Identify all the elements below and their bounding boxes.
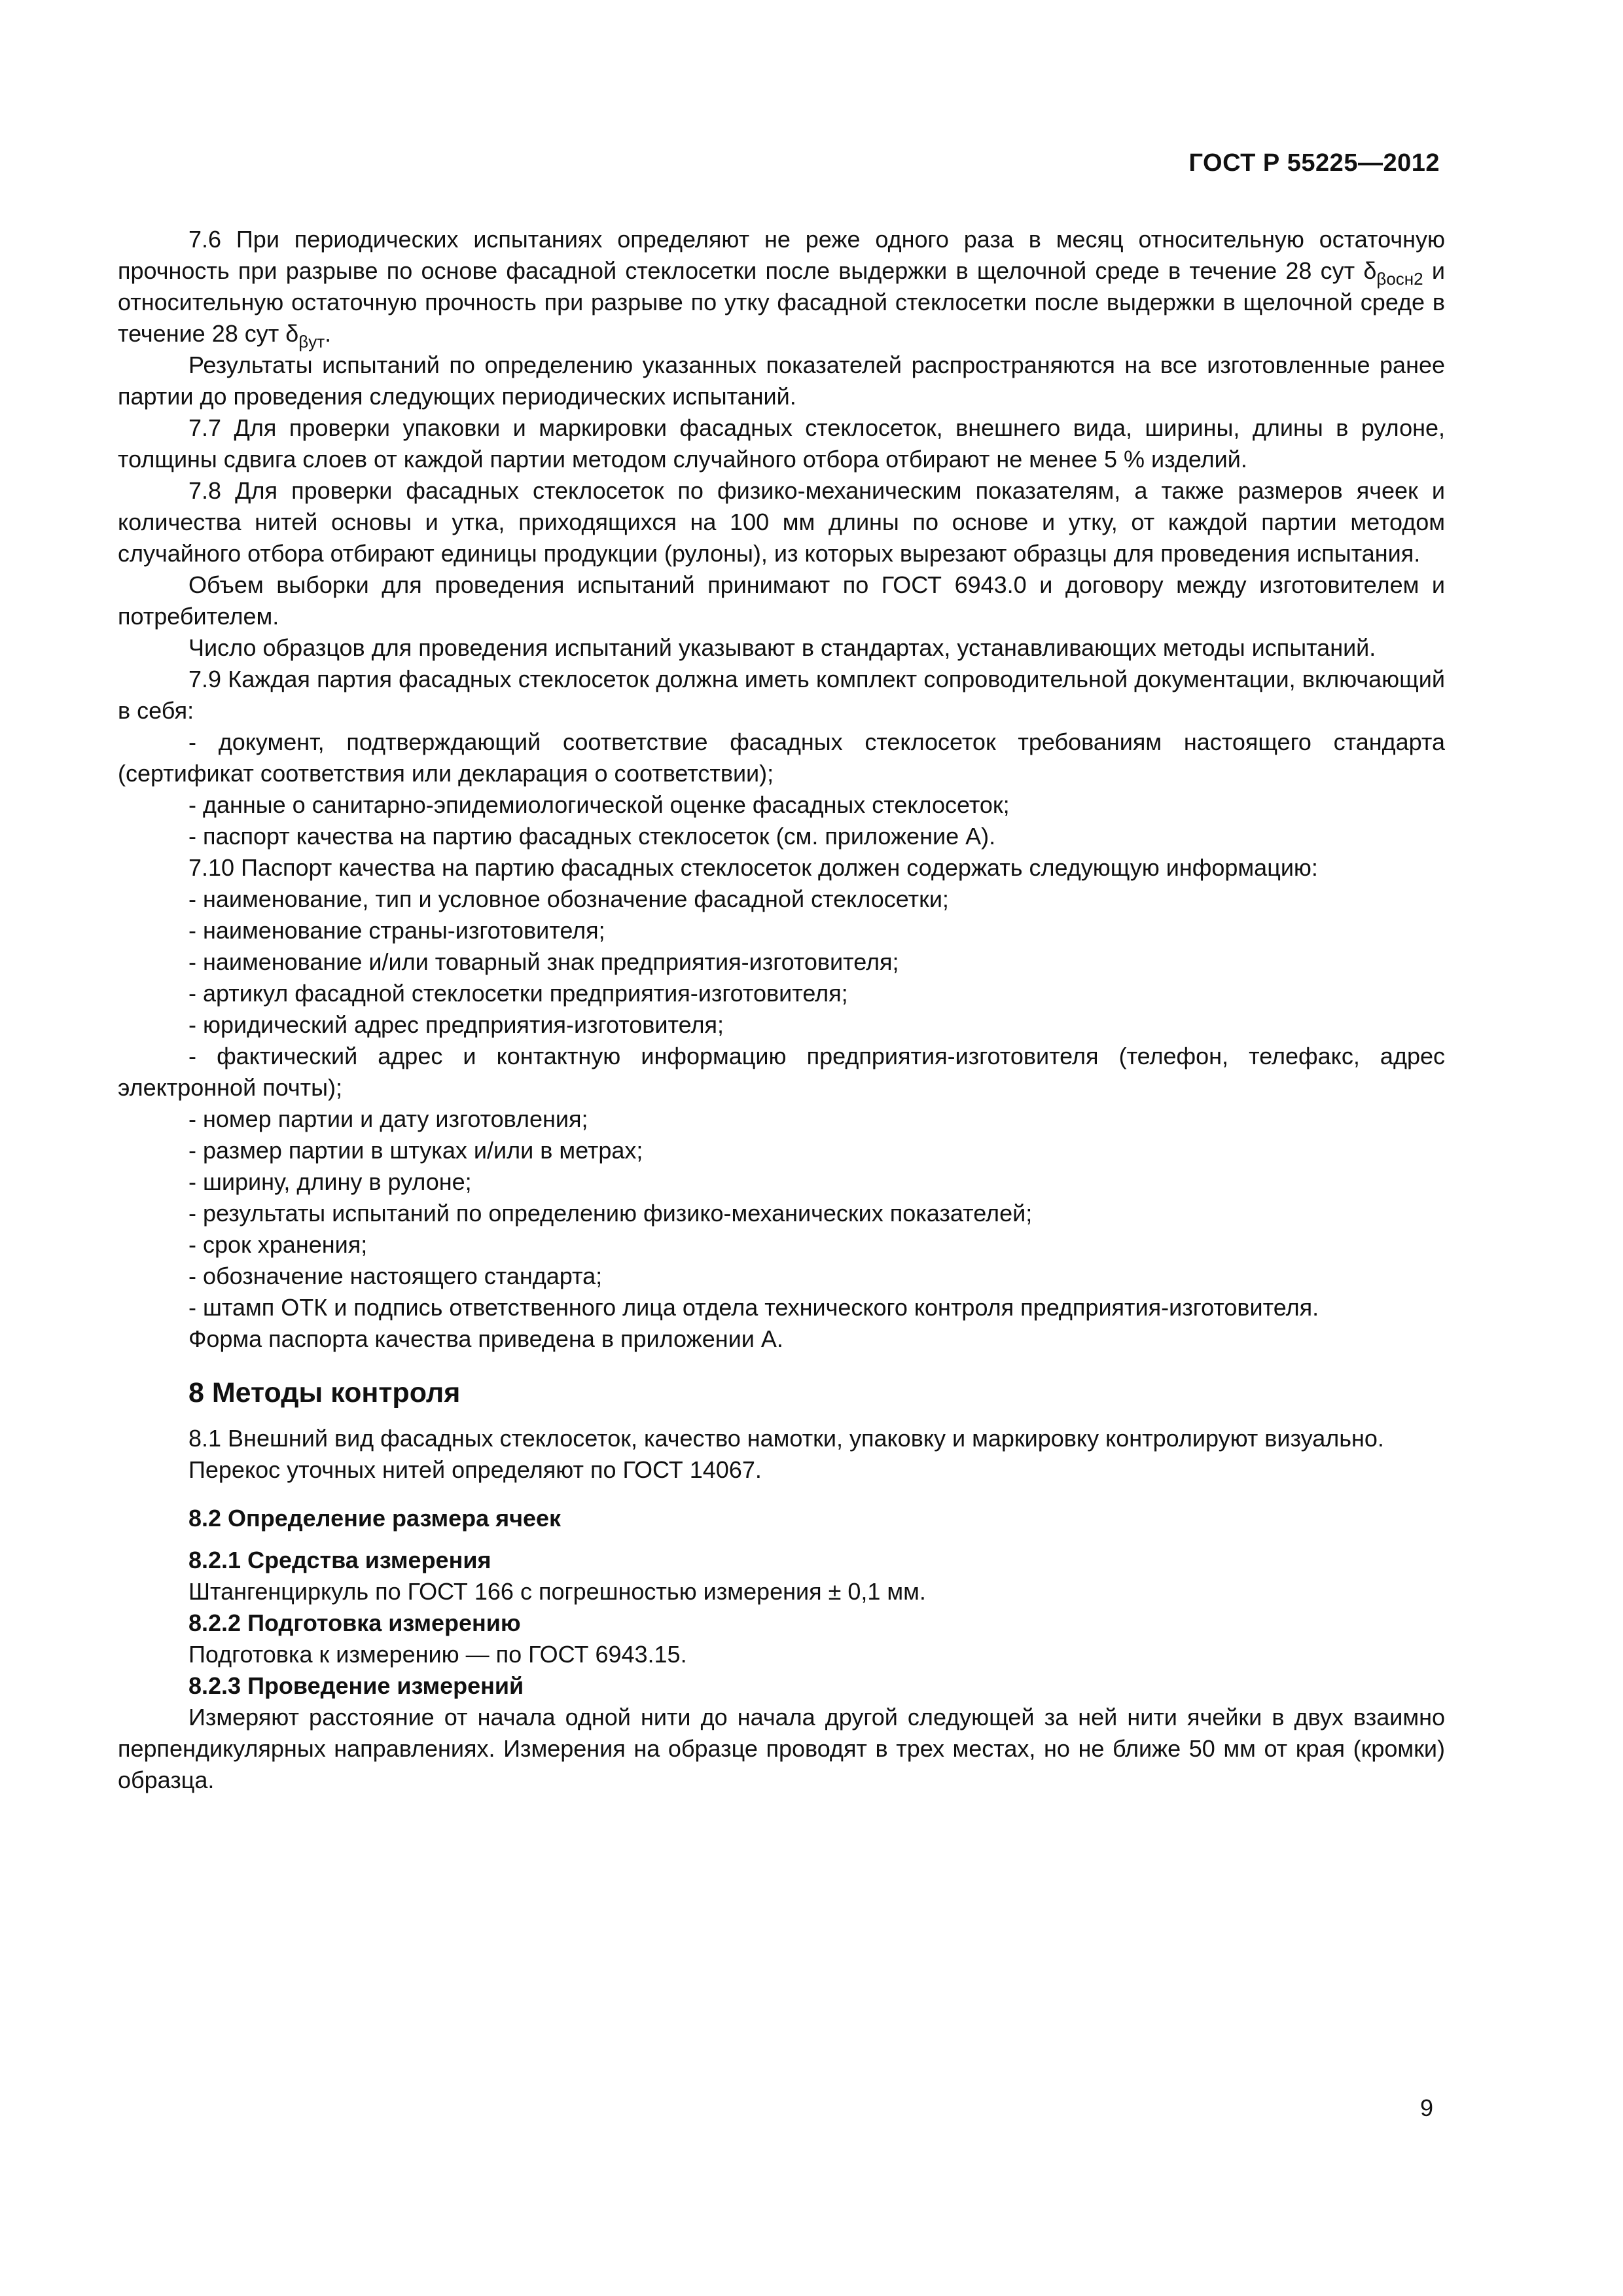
paragraph-8-2-1: Штангенциркуль по ГОСТ 166 с погрешностью измерения ± 0,1 мм.	[188, 1578, 926, 1605]
list-item: - юридический адрес предприятия-изготовителя;	[188, 1011, 724, 1038]
paragraph-7-10: 7.10 Паспорт качества на партию фасадных стеклосеток должен содержать следующую информацию:	[188, 854, 1318, 881]
text-segment: .	[325, 320, 332, 347]
text-segment: и относительную остаточную прочность при разрыве по утку фасадной стеклосетки после выдержки в щелочной среде в течение 28 сут δ	[118, 257, 1445, 347]
list-item: - размер партии в штуках и/или в метрах;	[188, 1137, 643, 1164]
list-item: - фактический адрес и контактную информацию предприятия-изготовителя (телефон, телефакс, адрес электронной почты);	[118, 1043, 1445, 1101]
list-item: - ширину, длину в рулоне;	[188, 1168, 472, 1195]
list-item: - паспорт качества на партию фасадных стеклосеток (см. приложение А).	[188, 823, 996, 850]
list-item: - номер партии и дату изготовления;	[188, 1105, 588, 1132]
heading-8-2-2: 8.2.2 Подготовка измерению	[188, 1609, 521, 1636]
heading-8-2-1: 8.2.1 Средства измерения	[188, 1547, 491, 1573]
page-number: 9	[1419, 2094, 1433, 2121]
list-item: - артикул фасадной стеклосетки предприятия-изготовителя;	[188, 980, 848, 1007]
paragraph-7-6	[118, 224, 1445, 350]
paragraph-8-1-skew: Перекос уточных нитей определяют по ГОСТ 14067.	[188, 1456, 762, 1483]
list-item: - наименование, тип и условное обозначение фасадной стеклосетки;	[188, 886, 949, 912]
text-segment: 7.6 При периодических испытаниях определяют не реже одного раза в месяц относительную остаточную прочность при разрыве по основе фасадной стеклосетки после выдержки в щелочной среде в течение 28 сут δ	[118, 226, 1445, 284]
paragraph-8-1: 8.1 Внешний вид фасадных стеклосеток, качество намотки, упаковку и маркировку контролируют визуально.	[188, 1425, 1384, 1452]
paragraph-7-9: 7.9 Каждая партия фасадных стеклосеток должна иметь комплект сопроводительной документации, включающий в себя:	[118, 666, 1445, 724]
list-item: - документ, подтверждающий соответствие фасадных стеклосеток требованиям настоящего стандарта (сертификат соответствия или декларация о соответствии);	[118, 728, 1445, 787]
standard-header: ГОСТ Р 55225—2012	[1188, 149, 1440, 177]
list-item: - штамп ОТК и подпись ответственного лица отдела технического контроля предприятия-изготовителя.	[188, 1294, 1319, 1321]
list-item: - данные о санитарно-эпидемиологической оценке фасадных стеклосеток;	[188, 791, 1010, 818]
paragraph-8-2-2: Подготовка к измерению — по ГОСТ 6943.15.	[188, 1641, 687, 1668]
paragraph-7-6-results: Результаты испытаний по определению указанных показателей распространяются на все изготовленные ранее партии до проведения следующих периодических испытаний.	[118, 351, 1445, 410]
paragraph-7-8: 7.8 Для проверки фасадных стеклосеток по физико-механическим показателям, а также размеров ячеек и количества нитей основы и утка, приходящихся на 100 мм длины по основе и утку, от каждой партии методом случайного отбора отбирают единицы продукции (рулоны), из которых вырезают образцы для проведения испытания.	[118, 477, 1445, 567]
document-body	[118, 224, 1445, 1796]
list-item: - обозначение настоящего стандарта;	[188, 1263, 603, 1289]
heading-8-2: 8.2 Определение размера ячеек	[188, 1505, 562, 1532]
list-item: - наименование и/или товарный знак предприятия-изготовителя;	[188, 948, 899, 975]
list-item: - наименование страны-изготовителя;	[188, 917, 605, 944]
paragraph-7-10-form: Форма паспорта качества приведена в приложении А.	[188, 1325, 783, 1352]
list-item: - результаты испытаний по определению физико-механических показателей;	[188, 1200, 1033, 1227]
paragraph-7-8-count: Число образцов для проведения испытаний указывают в стандартах, устанавливающих методы испытаний.	[188, 634, 1376, 661]
subscript: βосн2	[1376, 269, 1423, 289]
paragraph-7-7: 7.7 Для проверки упаковки и маркировки фасадных стеклосеток, внешнего вида, ширины, длины в рулоне, толщины сдвига слоев от каждой партии методом случайного отбора отбирают не менее 5 % изделий.	[118, 414, 1445, 473]
list-item: - срок хранения;	[188, 1231, 368, 1258]
subscript: βут	[298, 332, 325, 351]
heading-8-2-3: 8.2.3 Проведение измерений	[188, 1672, 524, 1699]
paragraph-8-2-3: Измеряют расстояние от начала одной нити до начала другой следующей за ней нити ячейки в двух взаимно перпендикулярных направлениях. Измерения на образце проводят в трех местах, но не ближе 50 мм от края (кромки) образца.	[118, 1704, 1445, 1793]
paragraph-7-8-volume: Объем выборки для проведения испытаний принимают по ГОСТ 6943.0 и договору между изготовителем и потребителем.	[118, 571, 1445, 630]
section-8-title: 8 Методы контроля	[188, 1377, 461, 1408]
